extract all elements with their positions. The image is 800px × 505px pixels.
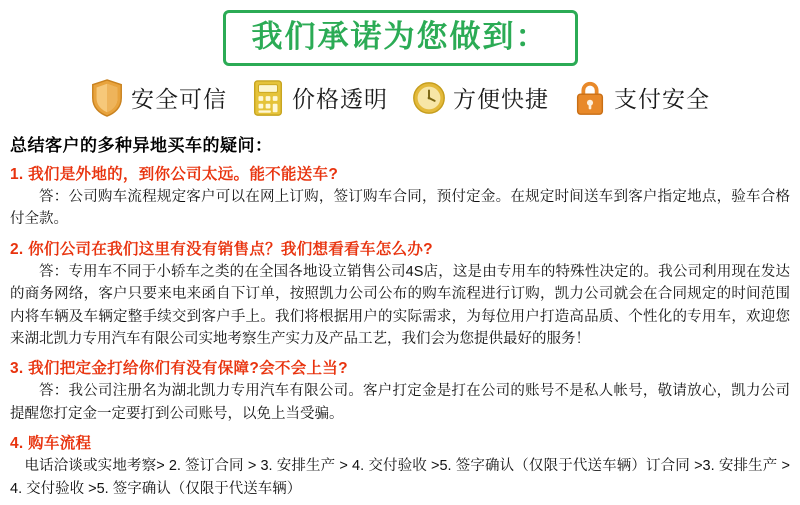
promise-item-convenience — [412, 79, 549, 117]
promise-label-payment: 支付安全 — [614, 86, 710, 113]
section-title: 总结客户的多种异地买车的疑问： — [10, 135, 273, 155]
promise-row — [0, 79, 800, 117]
promise-label-convenience: 方便快捷 — [453, 86, 549, 113]
faq-question-1: 1. 我们是外地的，到你公司太远。能不能送车? — [10, 165, 339, 183]
faq-question-3: 3. 我们把定金打给你们有没有保障?会不会上当? — [10, 360, 348, 378]
promise-item-security — [90, 79, 227, 117]
clock-icon — [412, 79, 446, 117]
process-steps: 电话洽谈或实地考察> 2. 签订合同 > 3. 安排生产 > 4. 交付验收 >5. 签字确认（仅限于代送车辆）订合同 >3. 安排生产 > 4. 交付验收 >5. 签字确认（仅限于代送车辆） — [10, 458, 790, 497]
promise-label-security: 安全可信 — [131, 86, 227, 113]
promise-item-price — [251, 79, 388, 117]
faq-question-2: 2. 你们公司在我们这里有没有销售点？我们想看看车怎么办? — [10, 240, 433, 258]
faq-answer-3: 答：我公司注册名为湖北凯力专用汽车有限公司。客户打定金是打在公司的账号不是私人帐号，敬请放心，凯力公司提醒您打定金一定要打到公司账号，以免上当受骗。 — [10, 383, 790, 422]
lock-icon — [573, 79, 607, 117]
calculator-icon — [251, 79, 285, 117]
process-title: 4. 购车流程 — [10, 435, 92, 453]
banner-container — [0, 0, 800, 66]
faq-answer-1: 答：公司购车流程规定客户可以在网上订购，签订购车合同，预付定金。在规定时间送车到客户指定地点，验车合格付全款。 — [10, 188, 790, 228]
shield-icon — [90, 79, 124, 117]
faq-answer-2: 答：专用车不同于小轿车之类的在全国各地设立销售公司4S店，这是由专用车的特殊性决定的。我公司利用现在发达的商务网络，客户只要来电来函自下订单，按照凯力公司公布的购车流程进行订购，凯力公司就会在合同规定的时间范围内将车辆及车辆定整手续交到客户手上。我们将根据用户的实际需求，为每位用户打造高品质、个性化的专用车，欢迎您来湖北凯力专用汽车有限公司实地考察生产实力及产品工艺，我们会为您提供最好的服务！ — [10, 263, 790, 347]
promise-label-price: 价格透明 — [292, 86, 388, 113]
faq-content — [0, 117, 800, 501]
banner-title: 我们承诺为您做到： — [223, 10, 578, 66]
promise-item-payment — [573, 79, 710, 117]
